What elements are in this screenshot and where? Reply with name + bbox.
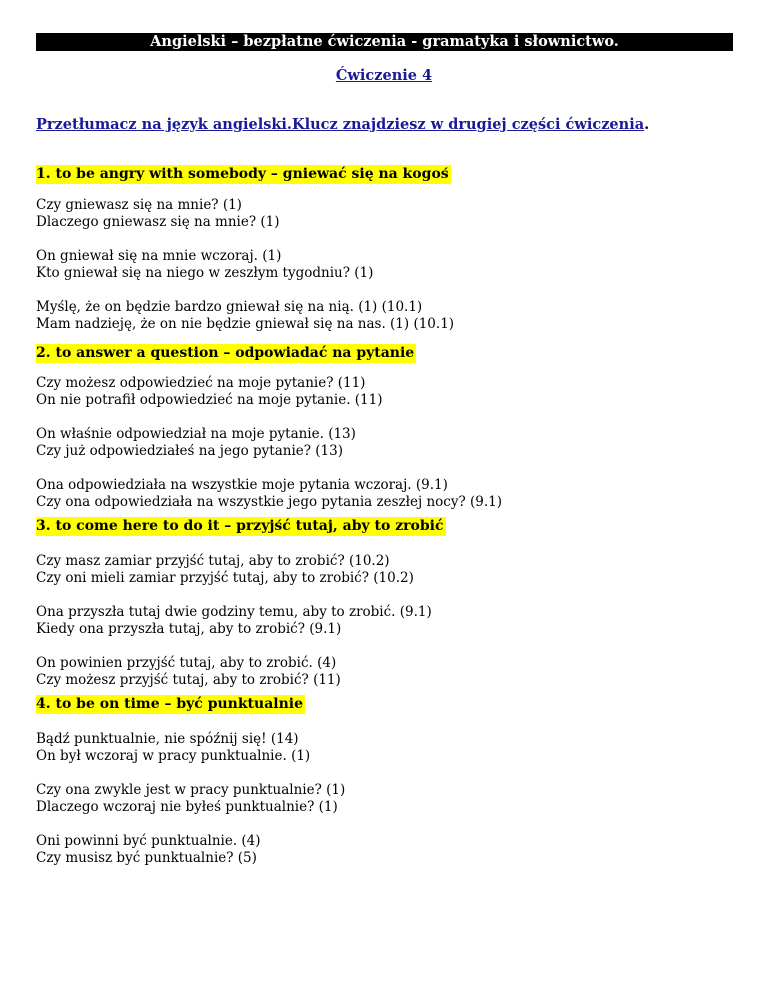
sentence: Czy masz zamiar przyjść tutaj, aby to zrobić? (10.2) [36,553,390,569]
sentence: Bądź punktualnie, nie spóźnij się! (14) [36,731,299,747]
section-heading-3: 3. to come here to do it – przyjść tutaj, aby to zrobić [36,518,444,534]
sentence: Dlaczego gniewasz się na mnie? (1) [36,214,280,230]
sentence: Czy możesz przyjść tutaj, aby to zrobić? (11) [36,672,341,688]
sentence: On powinien przyjść tutaj, aby to zrobić. (4) [36,655,337,671]
sentence: Czy możesz odpowiedzieć na moje pytanie? (11) [36,375,366,391]
section-heading-2: 2. to answer a question – odpowiadać na pytanie [36,345,415,361]
sentence: Ona odpowiedziała na wszystkie moje pytania wczoraj. (9.1) [36,477,448,493]
sentence: On był wczoraj w pracy punktualnie. (1) [36,748,311,764]
exercise-title: Ćwiczenie 4 [335,67,433,84]
sentence: Czy gniewasz się na mnie? (1) [36,197,242,213]
sentence: Czy ona odpowiedziała na wszystkie jego pytania zeszłej nocy? (9.1) [36,494,503,510]
instruction-link[interactable]: Przetłumacz na język angielski.Klucz znajdziesz w drugiej części ćwiczenia [36,116,645,133]
sentence: Mam nadzieję, że on nie będzie gniewał się na nas. (1) (10.1) [36,316,455,332]
sentence: Czy musisz być punktualnie? (5) [36,850,257,866]
sentence: Ona przyszła tutaj dwie godziny temu, aby to zrobić. (9.1) [36,604,432,620]
instruction [36,116,736,133]
sentence: Czy ona zwykle jest w pracy punktualnie? (1) [36,782,346,798]
banner-title: Angielski – bezpłatne ćwiczenia - gramatyka i słownictwo. [36,33,733,51]
sentence: On właśnie odpowiedział na moje pytanie. (13) [36,426,356,442]
sentence: Oni powinni być punktualnie. (4) [36,833,261,849]
instruction-tail: . [644,116,650,133]
section-heading-1: 1. to be angry with somebody – gniewać się na kogoś [36,166,449,182]
sentence: On nie potrafił odpowiedzieć na moje pytanie. (11) [36,392,383,408]
sentence: Czy oni mieli zamiar przyjść tutaj, aby to zrobić? (10.2) [36,570,414,586]
sentence: Czy już odpowiedziałeś na jego pytanie? (13) [36,443,344,459]
sentence: Kiedy ona przyszła tutaj, aby to zrobić? (9.1) [36,621,342,637]
sentence: Dlaczego wczoraj nie byłeś punktualnie? (1) [36,799,338,815]
sentence: On gniewał się na mnie wczoraj. (1) [36,248,282,264]
section-heading-4: 4. to be on time – być punktualnie [36,696,303,712]
sentence: Myślę, że on będzie bardzo gniewał się na nią. (1) (10.1) [36,299,423,315]
sentence: Kto gniewał się na niego w zeszłym tygodniu? (1) [36,265,374,281]
